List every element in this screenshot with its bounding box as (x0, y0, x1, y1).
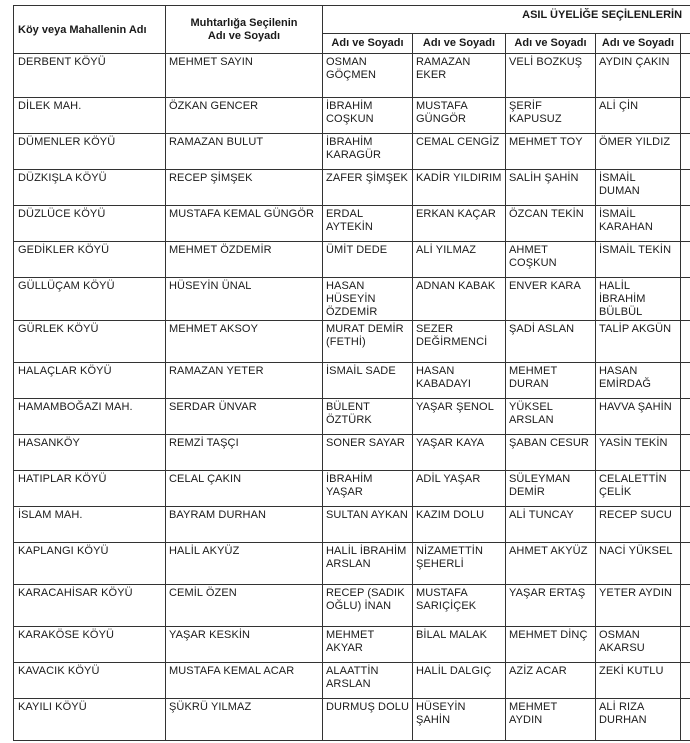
member-3-cell: SALİH ŞAHİN (506, 170, 596, 206)
muhtar-cell: RECEP ŞİMŞEK (166, 170, 323, 206)
village-cell: KAPLANGI KÖYÜ (14, 543, 166, 585)
member-4-cell: CELALETTİN ÇELİK (596, 471, 681, 507)
truncated-cell (681, 170, 690, 206)
member-3-cell: ALİ TUNCAY (506, 507, 596, 543)
member-name-header-4: Adı ve Soyadı (596, 34, 681, 54)
table-row (14, 242, 690, 278)
muhtar-cell: ŞÜKRÜ YILMAZ (166, 699, 323, 741)
member-4-cell: İSMAİL DUMAN (596, 170, 681, 206)
village-cell: KARAKÖSE KÖYÜ (14, 627, 166, 663)
village-cell: KARACAHİSAR KÖYÜ (14, 585, 166, 627)
member-1-cell: RECEP (SADIK OĞLU) İNAN (323, 585, 413, 627)
member-1-cell: İSMAİL SADE (323, 363, 413, 399)
village-cell: DÜZKIŞLA KÖYÜ (14, 170, 166, 206)
member-2-cell: HÜSEYİN ŞAHİN (413, 699, 506, 741)
member-4-cell: ALİ ÇİN (596, 98, 681, 134)
member-2-cell: ALİ YILMAZ (413, 242, 506, 278)
member-3-cell: VELİ BOZKUŞ (506, 54, 596, 98)
member-1-cell: ERDAL AYTEKİN (323, 206, 413, 242)
member-1-cell: ÜMİT DEDE (323, 242, 413, 278)
member-3-cell: AHMET AKYÜZ (506, 543, 596, 585)
table-row (14, 585, 690, 627)
table-row (14, 435, 690, 471)
muhtar-cell: HÜSEYİN ÜNAL (166, 278, 323, 321)
truncated-cell (681, 134, 690, 170)
muhtar-header-line2: Adı ve Soyadı (207, 30, 281, 42)
table-row (14, 98, 690, 134)
election-results-table-wrapper (13, 5, 690, 741)
members-group-header: ASIL ÜYELİĞE SEÇİLENLERİN (323, 6, 690, 34)
village-cell: HAMAMBOĞAZI MAH. (14, 399, 166, 435)
member-1-cell: BÜLENT ÖZTÜRK (323, 399, 413, 435)
member-4-cell: YETER AYDIN (596, 585, 681, 627)
member-2-cell: YAŞAR ŞENOL (413, 399, 506, 435)
member-1-cell: HASAN HÜSEYİN ÖZDEMİR (323, 278, 413, 321)
member-2-cell: KAZIM DOLU (413, 507, 506, 543)
member-1-cell: SONER SAYAR (323, 435, 413, 471)
member-4-cell: RECEP SUCU (596, 507, 681, 543)
muhtar-cell: REMZİ TAŞÇI (166, 435, 323, 471)
village-cell: GÜRLEK KÖYÜ (14, 321, 166, 363)
truncated-cell (681, 321, 690, 363)
member-2-cell: YAŞAR KAYA (413, 435, 506, 471)
muhtar-cell: YAŞAR KESKİN (166, 627, 323, 663)
member-2-cell: MUSTAFA SARIÇİÇEK (413, 585, 506, 627)
member-3-cell: ENVER KARA (506, 278, 596, 321)
muhtar-cell: HALİL AKYÜZ (166, 543, 323, 585)
muhtar-cell: MEHMET ÖZDEMİR (166, 242, 323, 278)
member-2-cell: ERKAN KAÇAR (413, 206, 506, 242)
member-1-cell: İBRAHİM YAŞAR (323, 471, 413, 507)
member-4-cell: HASAN EMİRDAĞ (596, 363, 681, 399)
truncated-cell (681, 278, 690, 321)
table-row (14, 206, 690, 242)
village-cell: DÜMENLER KÖYÜ (14, 134, 166, 170)
member-1-cell: ALAATTİN ARSLAN (323, 663, 413, 699)
truncated-cell (681, 507, 690, 543)
member-1-cell: HALİL İBRAHİM ARSLAN (323, 543, 413, 585)
member-1-cell: OSMAN GÖÇMEN (323, 54, 413, 98)
member-1-cell: İBRAHİM KARAGÜR (323, 134, 413, 170)
village-column-header: Köy veya Mahallenin Adı (14, 6, 166, 54)
table-row (14, 278, 690, 321)
truncated-cell (681, 627, 690, 663)
truncated-cell (681, 206, 690, 242)
member-4-cell: NACİ YÜKSEL (596, 543, 681, 585)
member-1-cell: İBRAHİM COŞKUN (323, 98, 413, 134)
member-4-cell: İSMAİL KARAHAN (596, 206, 681, 242)
village-cell: GEDİKLER KÖYÜ (14, 242, 166, 278)
member-4-cell: HALİL İBRAHİM BÜLBÜL (596, 278, 681, 321)
truncated-cell (681, 699, 690, 741)
member-3-cell: ÖZCAN TEKİN (506, 206, 596, 242)
muhtar-column-header (166, 6, 323, 54)
member-2-cell: KADİR YILDIRIM (413, 170, 506, 206)
member-3-cell: MEHMET TOY (506, 134, 596, 170)
member-3-cell: MEHMET DURAN (506, 363, 596, 399)
member-2-cell: BİLAL MALAK (413, 627, 506, 663)
member-3-cell: ŞERİF KAPUSUZ (506, 98, 596, 134)
village-cell: İSLAM MAH. (14, 507, 166, 543)
village-cell: HALAÇLAR KÖYÜ (14, 363, 166, 399)
member-2-cell: HASAN KABADAYI (413, 363, 506, 399)
member-4-cell: TALİP AKGÜN (596, 321, 681, 363)
truncated-cell (681, 663, 690, 699)
member-name-header-2: Adı ve Soyadı (413, 34, 506, 54)
member-3-cell: AZİZ ACAR (506, 663, 596, 699)
member-1-cell: SULTAN AYKAN (323, 507, 413, 543)
muhtar-cell: MEHMET SAYIN (166, 54, 323, 98)
member-3-cell: MEHMET AYDIN (506, 699, 596, 741)
table-body (14, 54, 690, 741)
member-2-cell: ADİL YAŞAR (413, 471, 506, 507)
village-cell: HATIPLAR KÖYÜ (14, 471, 166, 507)
member-1-cell: DURMUŞ DOLU (323, 699, 413, 741)
table-row (14, 627, 690, 663)
village-cell: KAYILI KÖYÜ (14, 699, 166, 741)
member-3-cell: ŞABAN CESUR (506, 435, 596, 471)
truncated-cell (681, 98, 690, 134)
truncated-cell (681, 435, 690, 471)
member-3-cell: MEHMET DİNÇ (506, 627, 596, 663)
member-3-cell: SÜLEYMAN DEMİR (506, 471, 596, 507)
muhtar-cell: MUSTAFA KEMAL ACAR (166, 663, 323, 699)
village-cell: GÜLLÜÇAM KÖYÜ (14, 278, 166, 321)
member-4-cell: İSMAİL TEKİN (596, 242, 681, 278)
village-cell: HASANKÖY (14, 435, 166, 471)
table-row (14, 54, 690, 98)
member-2-cell: CEMAL CENGİZ (413, 134, 506, 170)
table-row (14, 699, 690, 741)
muhtar-cell: MUSTAFA KEMAL GÜNGÖR (166, 206, 323, 242)
table-row (14, 471, 690, 507)
election-results-table (13, 5, 690, 741)
truncated-cell (681, 471, 690, 507)
member-4-cell: ÖMER YILDIZ (596, 134, 681, 170)
member-name-header-3: Adı ve Soyadı (506, 34, 596, 54)
table-row (14, 170, 690, 206)
muhtar-cell: SERDAR ÜNVAR (166, 399, 323, 435)
member-4-cell: YASİN TEKİN (596, 435, 681, 471)
truncated-cell (681, 543, 690, 585)
member-3-cell: YÜKSEL ARSLAN (506, 399, 596, 435)
member-2-cell: MUSTAFA GÜNGÖR (413, 98, 506, 134)
village-cell: DERBENT KÖYÜ (14, 54, 166, 98)
member-4-cell: OSMAN AKARSU (596, 627, 681, 663)
muhtar-header-line1: Muhtarlığa Seçilenin (190, 17, 298, 29)
muhtar-cell: CEMİL ÖZEN (166, 585, 323, 627)
member-2-cell: SEZER DEĞİRMENCİ (413, 321, 506, 363)
truncated-cell (681, 54, 690, 98)
muhtar-cell: RAMAZAN YETER (166, 363, 323, 399)
member-2-cell: RAMAZAN EKER (413, 54, 506, 98)
village-cell: DÜZLÜCE KÖYÜ (14, 206, 166, 242)
village-cell: KAVACIK KÖYÜ (14, 663, 166, 699)
table-row (14, 663, 690, 699)
table-row (14, 507, 690, 543)
muhtar-cell: RAMAZAN BULUT (166, 134, 323, 170)
member-1-cell: ZAFER ŞİMŞEK (323, 170, 413, 206)
village-cell: DİLEK MAH. (14, 98, 166, 134)
truncated-cell (681, 585, 690, 627)
truncated-cell (681, 242, 690, 278)
member-4-cell: ALİ RIZA DURHAN (596, 699, 681, 741)
member-3-cell: ŞADİ ASLAN (506, 321, 596, 363)
member-2-cell: NİZAMETTİN ŞEHERLİ (413, 543, 506, 585)
table-row (14, 543, 690, 585)
muhtar-cell: BAYRAM DURHAN (166, 507, 323, 543)
table-row (14, 363, 690, 399)
member-3-cell: AHMET COŞKUN (506, 242, 596, 278)
member-1-cell: MEHMET AKYAR (323, 627, 413, 663)
member-1-cell: MURAT DEMİR (FETHİ) (323, 321, 413, 363)
muhtar-cell: ÖZKAN GENCER (166, 98, 323, 134)
member-4-cell: AYDIN ÇAKIN (596, 54, 681, 98)
table-row (14, 399, 690, 435)
member-2-cell: HALİL DALGIÇ (413, 663, 506, 699)
table-row (14, 321, 690, 363)
member-name-header-1: Adı ve Soyadı (323, 34, 413, 54)
member-4-cell: ZEKİ KUTLU (596, 663, 681, 699)
table-row (14, 134, 690, 170)
member-2-cell: ADNAN KABAK (413, 278, 506, 321)
member-4-cell: HAVVA ŞAHİN (596, 399, 681, 435)
muhtar-cell: CELAL ÇAKIN (166, 471, 323, 507)
truncated-column-header (681, 34, 690, 54)
member-3-cell: YAŞAR ERTAŞ (506, 585, 596, 627)
muhtar-cell: MEHMET AKSOY (166, 321, 323, 363)
truncated-cell (681, 399, 690, 435)
truncated-cell (681, 363, 690, 399)
